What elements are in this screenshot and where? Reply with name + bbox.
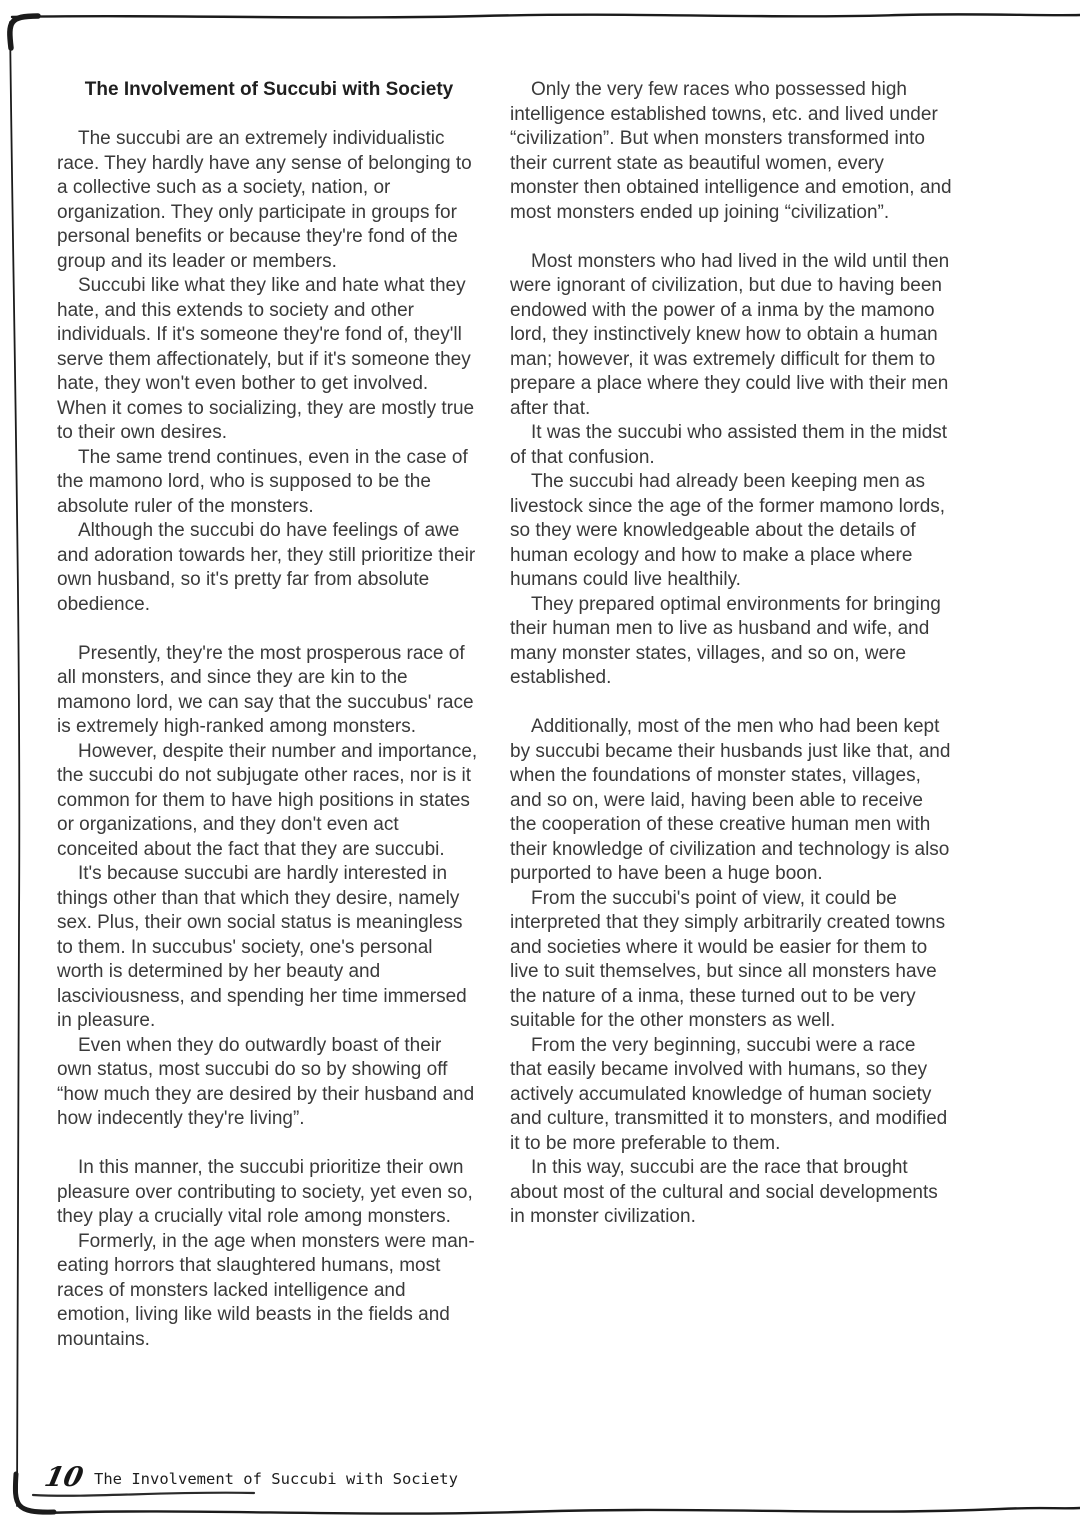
paragraph: The succubi had already been keeping men as livestock since the age of the former mamono lords, so they were knowledgeable about the details of human ecology and how to make a place where humans could live healthily. [510,471,946,590]
paragraph: From the succubi's point of view, it could be interpreted that they simply arbitrarily created towns and societies where it would be easier for them to live to suit themselves, but since all monsters have the nature of a inma, these turned out to be very suitable for the other monsters as well. [510,887,946,1031]
paragraph: From the very beginning, succubi were a race that easily became involved with humans, so they actively accumulated knowledge of human society and culture, transmitted it to monsters, and modified it to be more preferable to them. [510,1034,948,1154]
paragraph: Additionally, most of the men who had been kept by succubi became their husbands just like that, and when the foundations of monster states, villages, and so on, were laid, having been able to receive the cooperation of these creative human men with their knowledge of civilization and technology is also purported to have been a huge boon. [510,716,951,884]
page-number: 10 [41,1462,86,1493]
paragraph: They prepared optimal environments for bringing their human men to live as husband and wife, and many monster states, villages, and so on, were established. [510,593,941,688]
paragraph: Although the succubi do have feelings of awe and adoration towards her, they still prioritize their own husband, so it's pretty far from absolute obedience. [57,520,476,615]
paragraph: Only the very few races who possessed high intelligence established towns, etc. and lived under “civilization”. But when monsters transformed into their current state as beautiful women, every monster then obtained intelligence and emotion, and most monsters ended up joining “civilization”. [510,79,952,223]
paragraph: Most monsters who had lived in the wild until then were ignorant of civilization, but due to having been endowed with the power of a inma by the mamono lord, they instinctively knew how to obtain a human man; however, it was extremely difficult for them to prepare a place where they could live with their men after that. [510,250,950,419]
article-title: The Involvement of Succubi with Society [84,79,454,100]
paragraph: In this way, succubi are the race that brought about most of the cultural and social developments in monster civilization. [510,1157,938,1227]
border-bottom-line [42,1508,1080,1514]
paragraph: The same trend continues, even in the case of the mamono lord, who is supposed to be the absolute ruler of the monsters. [57,446,468,517]
left-column [57,78,481,1352]
border-left-line [10,22,19,1506]
paragraph: Even when they do outwardly boast of their own status, most succubi do so by showing off “how much they are desired by their husband and how indecently they're living”. [57,1034,475,1129]
paragraph: It was the succubi who assisted them in the midst of that confusion. [510,422,948,468]
border-top-left-corner [10,16,38,48]
paragraph: The succubi are an extremely individualistic race. They hardly have any sense of belonging to a collective such as a society, nation, or organization. They only participate in groups for personal benefits or because they're fond of the group and its leader or members. [57,128,472,272]
right-column [510,78,952,1230]
paragraph: Succubi like what they like and hate what they hate, and this extends to society and other individuals. If it's someone they're fond of, they'll serve them affectionately, but if it's someone they hate, they won't even bother to get involved. When it comes to socializing, they are mostly true to their own desires. [57,275,475,443]
paragraph: However, despite their number and importance, the succubi do not subjugate other races, nor is it common for them to have high positions in states or organizations, and they don't even act conceited about the fact that they are succubi. [57,740,478,860]
paragraph: It's because succubi are hardly interested in things other than that which they desire, namely sex. Plus, their own social status is meaningless to them. In succubus' society, one's personal worth is determined by her beauty and lasciviousness, and spending her time immersed in pleasure. [57,863,467,1031]
paragraph: Presently, they're the most prosperous race of all monsters, and since they are kin to the mamono lord, we can say that the succubus' race is extremely high-ranked among monsters. [57,642,474,737]
footer-underline [33,1493,254,1496]
paragraph: In this manner, the succubi prioritize their own pleasure over contributing to society, yet even so, they play a crucially vital role among monsters. [57,1157,473,1227]
border-top-line [12,14,1080,17]
footer-chapter-title: The Involvement of Succubi with Society [94,1470,458,1488]
paragraph: Formerly, in the age when monsters were man-eating horrors that slaughtered humans, most races of monsters lacked intelligence and emotion, living like wild beasts in the fields and mountains. [57,1230,475,1350]
